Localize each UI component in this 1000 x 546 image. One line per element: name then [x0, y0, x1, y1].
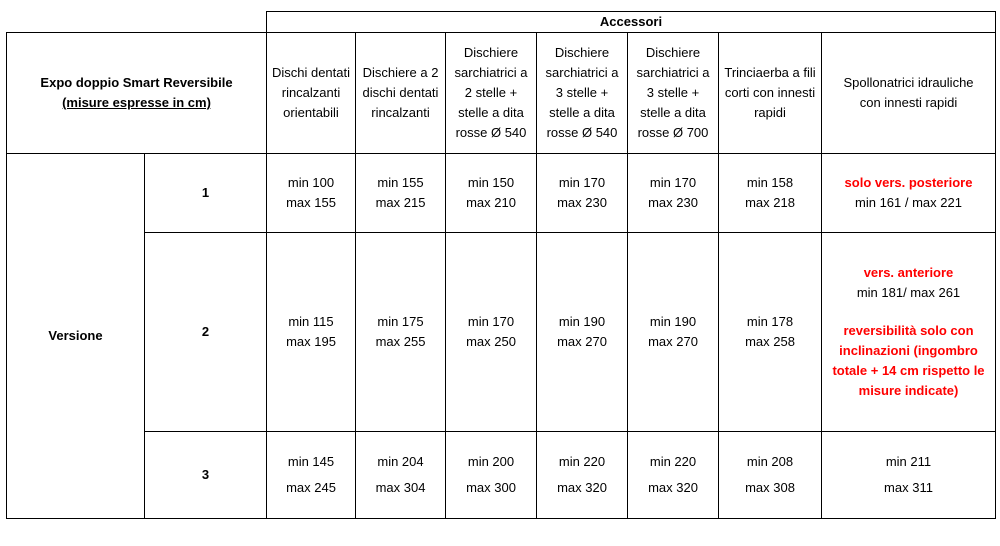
max-value: max 245	[286, 480, 336, 495]
min-value: min 204	[377, 454, 424, 469]
col-header-3-line: 3 stelle +	[555, 85, 609, 100]
col-header-0	[267, 33, 356, 154]
max-value: max 270	[557, 334, 607, 349]
spacer	[824, 303, 993, 321]
min-value: min 178	[746, 314, 794, 329]
version-number: 2	[145, 233, 267, 432]
max-value: max 300	[466, 480, 516, 495]
table-row	[7, 154, 996, 233]
version-number: 3	[145, 432, 267, 519]
max-value: max 218	[745, 195, 795, 210]
col-header-5	[719, 33, 822, 154]
min-value: min 200	[467, 454, 515, 469]
table-row	[7, 233, 996, 432]
max-value: max 304	[375, 480, 426, 495]
min-value: min 220	[558, 454, 606, 469]
spollonatrici-cell	[822, 432, 996, 519]
min-value: min 190	[558, 314, 606, 329]
value-cell	[537, 154, 628, 233]
min-value: min 155	[377, 175, 424, 190]
min-value: min 208	[746, 454, 794, 469]
max-value: max 250	[466, 334, 516, 349]
min-value: min 150	[467, 175, 515, 190]
spollonatrici-cell	[822, 233, 996, 432]
col-header-1-line: Dischiere a 2	[362, 65, 439, 80]
col-header-2-line: sarchiatrici a	[454, 65, 528, 80]
col-header-4-line: rosse Ø 700	[637, 125, 709, 140]
version-label: Versione	[7, 154, 145, 519]
max-value: max 320	[648, 480, 698, 495]
table-title: Expo doppio Smart Reversibile	[40, 75, 233, 90]
spollonatrici-cell	[822, 154, 996, 233]
col-header-5-line: corti con innesti	[724, 85, 816, 100]
col-header-0-line: Dischi dentati	[271, 65, 351, 80]
col-header-2-line: rosse Ø 540	[455, 125, 527, 140]
measures-table	[6, 11, 996, 519]
empty-corner	[7, 12, 267, 33]
value-cell	[446, 154, 537, 233]
col-header-6-line: con innesti rapidi	[859, 95, 958, 110]
col-header-2-line: stelle a dita	[458, 105, 524, 120]
col-header-3-line: rosse Ø 540	[546, 125, 618, 140]
note-red: reversibilità solo con	[843, 323, 974, 338]
max-value: max 210	[466, 195, 516, 210]
min-value: min 158	[746, 175, 794, 190]
table-wrapper	[6, 11, 995, 519]
value-cell	[356, 154, 446, 233]
max-value: max 258	[745, 334, 795, 349]
min-value: min 211	[885, 454, 932, 469]
max-value: max 230	[557, 195, 607, 210]
col-header-2	[446, 33, 537, 154]
max-value: max 311	[884, 480, 933, 495]
min-value: min 175	[377, 314, 424, 329]
value-cell	[628, 154, 719, 233]
col-header-0-line: rincalzanti	[281, 85, 341, 100]
col-header-3-line: Dischiere	[554, 45, 610, 60]
value-cell	[446, 432, 537, 519]
col-header-6	[822, 33, 996, 154]
col-header-4-line: 3 stelle +	[646, 85, 700, 100]
col-header-0-line: orientabili	[283, 105, 339, 120]
min-value: min 220	[649, 454, 697, 469]
col-header-5-line: Trinciaerba a fili	[724, 65, 816, 80]
min-value: min 115	[288, 314, 334, 329]
col-header-4-line: sarchiatrici a	[636, 65, 710, 80]
value-cell	[267, 233, 356, 432]
value-cell	[628, 432, 719, 519]
version-number: 1	[145, 154, 267, 233]
accessori-header: Accessori	[267, 12, 996, 33]
value-cell	[356, 432, 446, 519]
note-red: misure indicate)	[858, 383, 959, 398]
col-header-4-line: stelle a dita	[640, 105, 706, 120]
value-cell	[719, 154, 822, 233]
min-value: min 190	[649, 314, 697, 329]
col-header-1-line: dischi dentati	[362, 85, 439, 100]
range-value: min 161 / max 221	[855, 195, 962, 210]
col-header-4	[628, 33, 719, 154]
note-red: vers. anteriore	[863, 265, 954, 280]
col-header-2-line: Dischiere	[463, 45, 519, 60]
table-subtitle: (misure espresse in cm)	[62, 95, 211, 110]
max-value: max 195	[286, 334, 336, 349]
col-header-3-line: sarchiatrici a	[545, 65, 619, 80]
column-header-row	[7, 33, 996, 154]
note-red: solo vers. posteriore	[844, 175, 973, 190]
note-red: inclinazioni (ingombro	[839, 343, 978, 358]
value-cell	[267, 154, 356, 233]
value-cell	[267, 432, 356, 519]
col-header-1	[356, 33, 446, 154]
value-cell	[537, 432, 628, 519]
max-value: max 155	[286, 195, 336, 210]
min-value: min 145	[287, 454, 335, 469]
min-value: min 100	[287, 175, 335, 190]
col-header-4-line: Dischiere	[645, 45, 701, 60]
value-cell	[356, 233, 446, 432]
max-value: max 270	[648, 334, 698, 349]
max-value: max 230	[648, 195, 698, 210]
range-value: min 181/ max 261	[856, 285, 961, 300]
col-header-2-line: 2 stelle +	[464, 85, 518, 100]
value-cell	[537, 233, 628, 432]
min-value: min 170	[467, 314, 515, 329]
col-header-3	[537, 33, 628, 154]
value-cell	[719, 233, 822, 432]
min-value: min 170	[558, 175, 606, 190]
group-header-row	[7, 12, 996, 33]
col-header-5-line: rapidi	[754, 105, 786, 120]
max-value: max 320	[557, 480, 607, 495]
col-header-6-line: Spollonatrici idrauliche	[843, 75, 974, 90]
value-cell	[446, 233, 537, 432]
min-value: min 170	[649, 175, 697, 190]
max-value: max 308	[745, 480, 795, 495]
table-row	[7, 432, 996, 519]
col-header-1-line: rincalzanti	[371, 105, 430, 120]
value-cell	[719, 432, 822, 519]
col-header-3-line: stelle a dita	[549, 105, 615, 120]
note-red: totale + 14 cm rispetto le	[832, 363, 985, 378]
value-cell	[628, 233, 719, 432]
table-title-cell	[7, 33, 267, 154]
max-value: max 255	[375, 334, 426, 349]
max-value: max 215	[375, 195, 426, 210]
